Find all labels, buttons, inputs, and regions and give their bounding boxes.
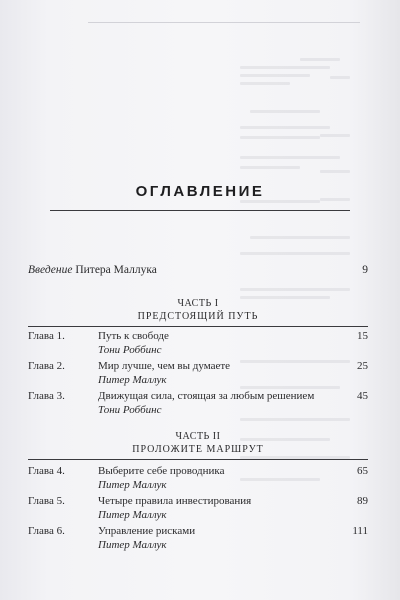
chapter-label: Глава 6.: [28, 525, 65, 537]
chapter-author: Тони Роббинс: [98, 344, 162, 356]
chapter-label: Глава 5.: [28, 495, 65, 507]
chapter-page-number: 25: [357, 360, 368, 372]
chapter-page-number: 89: [357, 495, 368, 507]
chapter-page-number: 65: [357, 465, 368, 477]
chapter-page-number: 15: [357, 330, 368, 342]
chapter-label: Глава 3.: [28, 390, 65, 402]
chapter-label: Глава 1.: [28, 330, 65, 342]
chapter-title: Путь к свободе: [98, 330, 169, 342]
show-through-rule: [88, 22, 360, 23]
part-number: ЧАСТЬ II: [175, 431, 221, 442]
part-1-header: [28, 297, 368, 327]
part-rule: [28, 459, 368, 460]
intro-label: Введение: [28, 264, 73, 276]
part-name: ПРОЛОЖИТЕ МАРШРУТ: [132, 444, 264, 455]
chapter-author: Питер Маллук: [98, 509, 167, 521]
intro-page-number: 9: [362, 264, 368, 276]
part-number: ЧАСТЬ I: [177, 298, 219, 309]
chapter-title: Выберите себе проводника: [98, 465, 225, 477]
title-rule: [50, 210, 350, 211]
intro-author: Питера Маллука: [72, 264, 157, 276]
chapter-page-number: 111: [352, 525, 368, 537]
chapter-label: Глава 4.: [28, 465, 65, 477]
chapter-title: Четыре правила инвестирования: [98, 495, 252, 507]
chapter-page-number: 45: [357, 390, 368, 402]
chapter-title: Мир лучше, чем вы думаете: [98, 360, 231, 372]
chapter-author: Питер Маллук: [98, 374, 167, 386]
toc-intro-entry[interactable]: [28, 264, 368, 276]
part-rule: [28, 326, 368, 327]
chapter-title: Движущая сила, стоящая за любым решением: [98, 390, 315, 402]
toc-title: ОГЛАВЛЕНИЕ: [135, 183, 265, 200]
part-2-header: [28, 430, 368, 460]
part-name: ПРЕДСТОЯЩИЙ ПУТЬ: [137, 311, 259, 322]
chapter-author: Питер Маллук: [98, 479, 167, 491]
chapter-title: Управление рисками: [98, 525, 196, 537]
chapter-author: Тони Роббинс: [98, 404, 162, 416]
chapter-author: Питер Маллук: [98, 539, 167, 551]
chapter-label: Глава 2.: [28, 360, 65, 372]
